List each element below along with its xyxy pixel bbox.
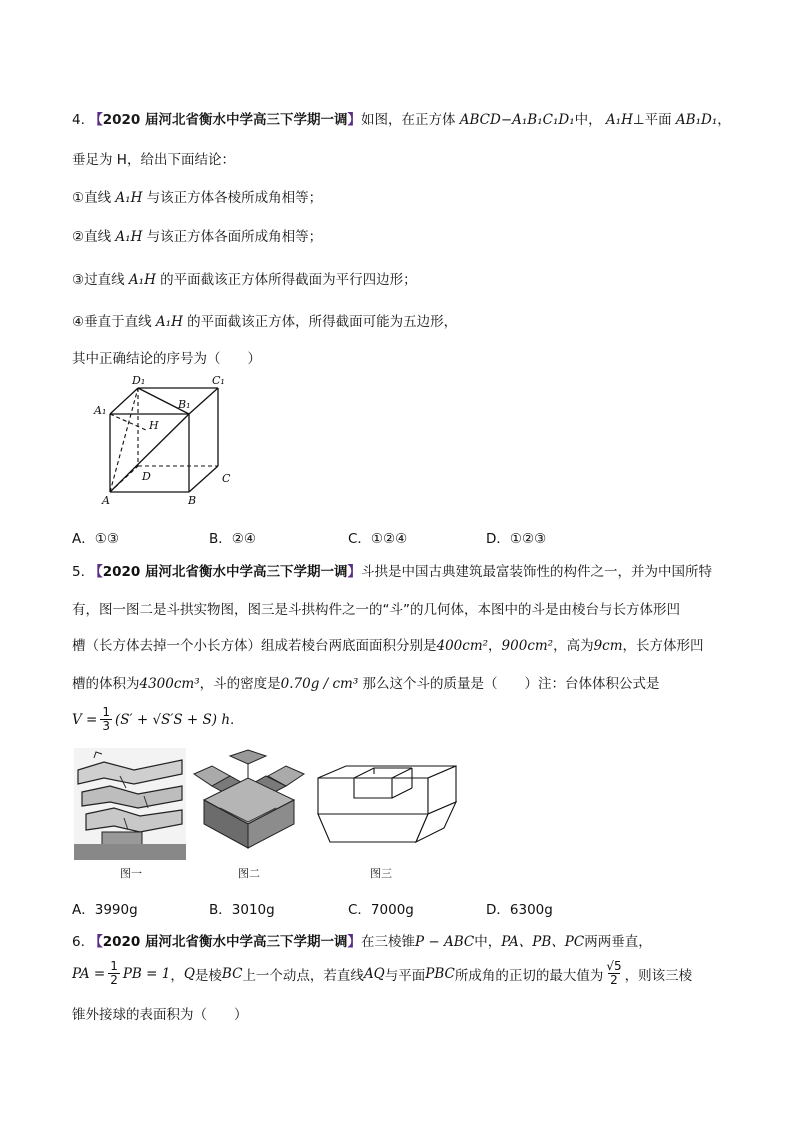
q6-line-3: 锥外接球的表面积为（ ） bbox=[72, 1007, 248, 1023]
edge-a1-d1 bbox=[110, 388, 138, 414]
label-a1: A₁ bbox=[94, 404, 107, 417]
q4-option-a[interactable]: A．①③ bbox=[72, 531, 119, 547]
q4-option-b[interactable]: B．②④ bbox=[209, 531, 256, 547]
label-d: D bbox=[142, 470, 151, 483]
q5-line-1: 5. 【2020 届河北省衡水中学高三下学期一调】斗拱是中国古典建筑最富装饰性的构件之一，并为中国所特 bbox=[72, 564, 712, 580]
q5-line-4: 槽的体积为4300cm³，斗的密度是0.70g / cm³ 那么这个斗的质量是（ ）注：台体体积公式是 bbox=[72, 676, 660, 692]
figure-1-dougong-photo bbox=[74, 748, 186, 860]
label-b1: B₁ bbox=[178, 398, 191, 411]
q6-line-2: PA = $\frac{1}{2}$ PB = 1 ， Q 是棱 BC 上一个动点，若直线 AQ 与平面 PBC 所成角的正切的最大值为 √5 2 ，则该三棱 bbox=[72, 959, 693, 987]
q5-option-c[interactable]: C．7000g bbox=[348, 902, 414, 918]
q4-number: 4. bbox=[72, 112, 85, 128]
q4-conclusion-1: ①直线 A₁H 与该正方体各棱所成角相等； bbox=[72, 190, 323, 206]
caption-figure-1: 图一 bbox=[120, 867, 142, 880]
q4-option-d[interactable]: D．①②③ bbox=[486, 531, 547, 547]
figure-2-dougong-model bbox=[190, 748, 308, 860]
q4-cube-name: ABCD−A₁B₁C₁D₁ bbox=[459, 112, 575, 128]
fraction-sqrt5-over-2: √5 2 bbox=[606, 959, 622, 987]
fraction-one-half: $\frac{1}{2}$ bbox=[110, 959, 118, 987]
q4-conclusion-2: ②直线 A₁H 与该正方体各面所成角相等； bbox=[72, 229, 323, 245]
label-c: C bbox=[222, 472, 231, 485]
label-h: H bbox=[149, 419, 159, 432]
q5-option-a[interactable]: A．3990g bbox=[72, 902, 138, 918]
q5-formula: V = $\frac{1}{3}$ (S′ + √S′S + S) h . bbox=[72, 705, 235, 733]
figure-3-dou-solid bbox=[312, 762, 462, 858]
q6-source: 2020 届河北省衡水中学高三下学期一调 bbox=[102, 934, 348, 950]
q6-line-1: 6. 【2020 届河北省衡水中学高三下学期一调】在三棱锥P − ABC中，PA、PB、PC两两垂直， bbox=[72, 934, 652, 950]
q5-number: 5. bbox=[72, 564, 85, 580]
q5-line-2: 有，图一图二是斗拱实物图，图三是斗拱构件之一的“斗”的几何体，本图中的斗是由棱台与长方体形凹 bbox=[72, 602, 680, 618]
q4-line-1: 4. 【2020 届河北省衡水中学高三下学期一调】如图，在正方体 ABCD−A₁B₁C₁D₁中， A₁H⊥平面 AB₁D₁， bbox=[72, 112, 731, 128]
cube-figure bbox=[92, 374, 252, 506]
edge-c1-b1 bbox=[189, 388, 218, 414]
q4-source: 2020 届河北省衡水中学高三下学期一调 bbox=[102, 112, 348, 128]
q6-number: 6. bbox=[72, 934, 85, 950]
q4-ask: 其中正确结论的序号为（ ） bbox=[72, 351, 261, 367]
fraction-one-third: $\frac{1}{3}$ bbox=[102, 705, 110, 733]
hidden-edge-a-d1 bbox=[110, 388, 138, 492]
label-c1: C₁ bbox=[212, 374, 225, 387]
q4-line-2: 垂足为 H，给出下面结论： bbox=[72, 152, 235, 168]
q4-option-c[interactable]: C．①②④ bbox=[348, 531, 408, 547]
label-a: A bbox=[102, 494, 110, 506]
caption-figure-2: 图二 bbox=[238, 867, 260, 880]
q4-conclusion-3: ③过直线 A₁H 的平面截该正方体所得截面为平行四边形； bbox=[72, 272, 417, 288]
label-b: B bbox=[188, 494, 197, 506]
q5-line-3: 槽（长方体去掉一个小长方体）组成若棱台两底面面积分别是400cm²，900cm²，高为9cm，长方体形凹 bbox=[72, 638, 704, 654]
caption-figure-3: 图三 bbox=[370, 867, 392, 880]
hidden-segment-a1-h bbox=[110, 414, 146, 430]
q5-option-d[interactable]: D．6300g bbox=[486, 902, 553, 918]
edge-b-c bbox=[189, 466, 218, 492]
q4-conclusion-4: ④垂直于直线 A₁H 的平面截该正方体，所得截面可能为五边形， bbox=[72, 314, 458, 330]
label-d1: D₁ bbox=[132, 374, 146, 387]
q5-option-b[interactable]: B．3010g bbox=[209, 902, 275, 918]
q5-source: 2020 届河北省衡水中学高三下学期一调 bbox=[102, 564, 348, 580]
